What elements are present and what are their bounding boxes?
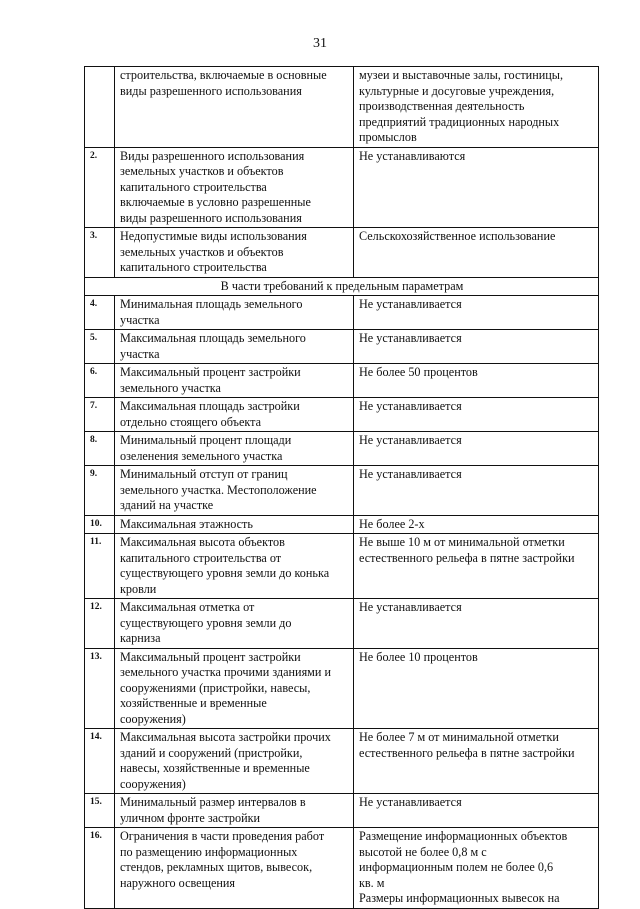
parameter-value: Не выше 10 м от минимальной отметки естественного рельефа в пятне застройки	[354, 534, 599, 599]
row-number: 6.	[85, 364, 115, 398]
table-row	[85, 398, 599, 432]
page-number: 31	[313, 36, 327, 51]
section-row	[85, 277, 599, 296]
parameter-name: Минимальная площадь земельного участка	[115, 296, 354, 330]
table-row	[85, 599, 599, 649]
parameter-name: Максимальная высота объектов капитального строительства от существующего уровня земли до конька кровли	[115, 534, 354, 599]
parameter-name: Максимальная высота застройки прочих зданий и сооружений (пристройки, навесы, хозяйственные и временные сооружения)	[115, 729, 354, 794]
row-number: 10.	[85, 515, 115, 534]
parameter-name: Виды разрешенного использования земельных участков и объектов капитального строительства включаемые в условно разрешенные виды разрешенного использования	[115, 147, 354, 228]
row-number: 13.	[85, 648, 115, 729]
row-number: 3.	[85, 228, 115, 278]
parameter-value: Не устанавливается	[354, 330, 599, 364]
row-number: 7.	[85, 398, 115, 432]
parameter-value: Размещение информационных объектов высотой не более 0,8 м с информационным полем не более 0,6 кв. м Размеры информационных вывесок на	[354, 828, 599, 909]
table-row	[85, 794, 599, 828]
table-row	[85, 515, 599, 534]
parameter-value: Не более 10 процентов	[354, 648, 599, 729]
table-row	[85, 296, 599, 330]
row-number: 4.	[85, 296, 115, 330]
parameter-value: Не устанавливается	[354, 466, 599, 516]
table-row	[85, 466, 599, 516]
parameter-value: Не более 7 м от минимальной отметки естественного рельефа в пятне застройки	[354, 729, 599, 794]
table-row	[85, 432, 599, 466]
row-number: 15.	[85, 794, 115, 828]
parameter-name: Максимальная площадь земельного участка	[115, 330, 354, 364]
table-row	[85, 828, 599, 909]
table-row	[85, 67, 599, 148]
parameter-value: Не устанавливается	[354, 398, 599, 432]
parameter-name: Минимальный размер интервалов в уличном фронте застройки	[115, 794, 354, 828]
parameter-name: Минимальный отступ от границ земельного участка. Местоположение зданий на участке	[115, 466, 354, 516]
parameter-value: Не устанавливается	[354, 296, 599, 330]
row-number: 16.	[85, 828, 115, 909]
parameter-value: Сельскохозяйственное использование	[354, 228, 599, 278]
row-number: 12.	[85, 599, 115, 649]
parameter-name: строительства, включаемые в основные виды разрешенного использования	[115, 67, 354, 148]
table-row	[85, 228, 599, 278]
row-number: 8.	[85, 432, 115, 466]
parameter-value: Не устанавливаются	[354, 147, 599, 228]
table-row	[85, 364, 599, 398]
table-row	[85, 729, 599, 794]
regulations-table	[84, 66, 599, 909]
row-number: 11.	[85, 534, 115, 599]
table-row	[85, 534, 599, 599]
table-section	[85, 277, 599, 296]
parameter-value: Не устанавливается	[354, 794, 599, 828]
row-number	[85, 67, 115, 148]
parameter-name: Максимальная отметка от существующего уровня земли до карниза	[115, 599, 354, 649]
row-number: 2.	[85, 147, 115, 228]
parameter-name: Максимальный процент застройки земельного участка прочими зданиями и сооружениями (пристройки, навесы, хозяйственные и временные сооружения)	[115, 648, 354, 729]
parameter-name: Недопустимые виды использования земельных участков и объектов капитального строительства	[115, 228, 354, 278]
table-body-lower	[85, 296, 599, 909]
parameter-value: Не устанавливается	[354, 599, 599, 649]
parameter-name: Максимальный процент застройки земельного участка	[115, 364, 354, 398]
section-header: В части требований к предельным параметрам	[85, 277, 599, 296]
row-number: 9.	[85, 466, 115, 516]
parameter-name: Ограничения в части проведения работ по размещению информационных стендов, рекламных щитов, вывесок, наружного освещения	[115, 828, 354, 909]
table-row	[85, 648, 599, 729]
parameter-name: Минимальный процент площади озеленения земельного участка	[115, 432, 354, 466]
row-number: 5.	[85, 330, 115, 364]
row-number: 14.	[85, 729, 115, 794]
parameter-value: музеи и выставочные залы, гостиницы, культурные и досуговые учреждения, производственная деятельность предприятий традиционных народных промыслов	[354, 67, 599, 148]
parameter-name: Максимальная площадь застройки отдельно стоящего объекта	[115, 398, 354, 432]
table-body-upper	[85, 67, 599, 278]
table-row	[85, 330, 599, 364]
parameter-name: Максимальная этажность	[115, 515, 354, 534]
parameter-value: Не более 2-х	[354, 515, 599, 534]
parameter-value: Не более 50 процентов	[354, 364, 599, 398]
parameter-value: Не устанавливается	[354, 432, 599, 466]
table-row	[85, 147, 599, 228]
